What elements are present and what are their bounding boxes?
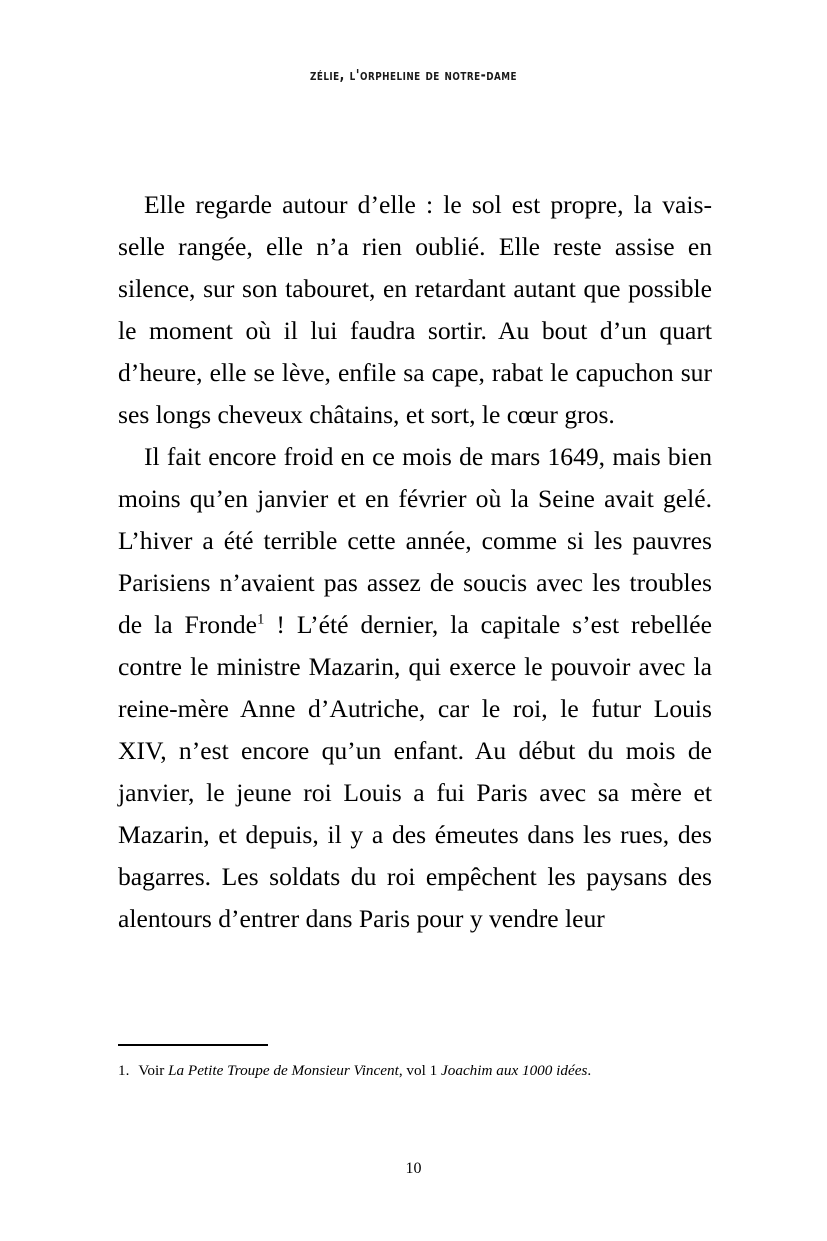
body-text-block bbox=[118, 184, 712, 940]
footnote-area bbox=[118, 1044, 718, 1082]
footnote-work-title-secondary: Joachim aux 1000 idées bbox=[441, 1061, 588, 1079]
paragraph-text-after-footnote: ! L’été dernier, la capitale s’est rebellée contre le ministre Mazarin, qui exerce le pouvoir avec la reine-mère Anne d’Autriche, car le roi, le futur Louis XIV, n’est encore qu’un enfant. Au début du mois de janvier, le jeune roi Louis a fui Paris avec sa mère et Mazarin, et depuis, il y a des émeutes dans les rues, des bagarres. Les soldats du roi empêchent les paysans des alentours d’entrer dans Paris pour y vendre leur bbox=[118, 610, 712, 933]
footnote-entry bbox=[118, 1060, 718, 1082]
paragraph-text-before-footnote: Il fait encore froid en ce mois de mars 1649, mais bien moins qu’en janvier et en février où la Seine avait gelé. L’hiver a été terrible cette année, comme si les pauvres Parisiens n’avaient pas assez de soucis avec les troubles de la Fronde bbox=[118, 442, 712, 639]
footnote-separator-rule bbox=[118, 1044, 268, 1046]
body-paragraph: Elle regarde autour d’elle : le sol est propre, la vaisselle rangée, elle n’a rien oublié. Elle reste assise en silence, sur son tabouret, en retardant autant que possible le moment où il lui faudra sortir. Au bout d’un quart d’heure, elle se lève, enfile sa cape, rabat le capuchon sur ses longs cheveux châtains, et sort, le cœur gros. bbox=[118, 190, 712, 429]
running-header: zélie, l'orpheline de notre-dame bbox=[309, 66, 518, 84]
footnote-number: 1. bbox=[118, 1061, 130, 1079]
footnote-middle-text: , vol 1 bbox=[398, 1061, 442, 1079]
body-paragraph bbox=[118, 436, 712, 940]
footnote-reference-marker[interactable]: 1 bbox=[257, 611, 265, 628]
footnote-lead-text: Voir bbox=[138, 1061, 169, 1079]
page-number: 10 bbox=[405, 1160, 422, 1177]
footnote-work-title-primary: La Petite Troupe de Monsieur Vincent bbox=[168, 1061, 399, 1079]
footnote-end-text: . bbox=[587, 1061, 592, 1079]
